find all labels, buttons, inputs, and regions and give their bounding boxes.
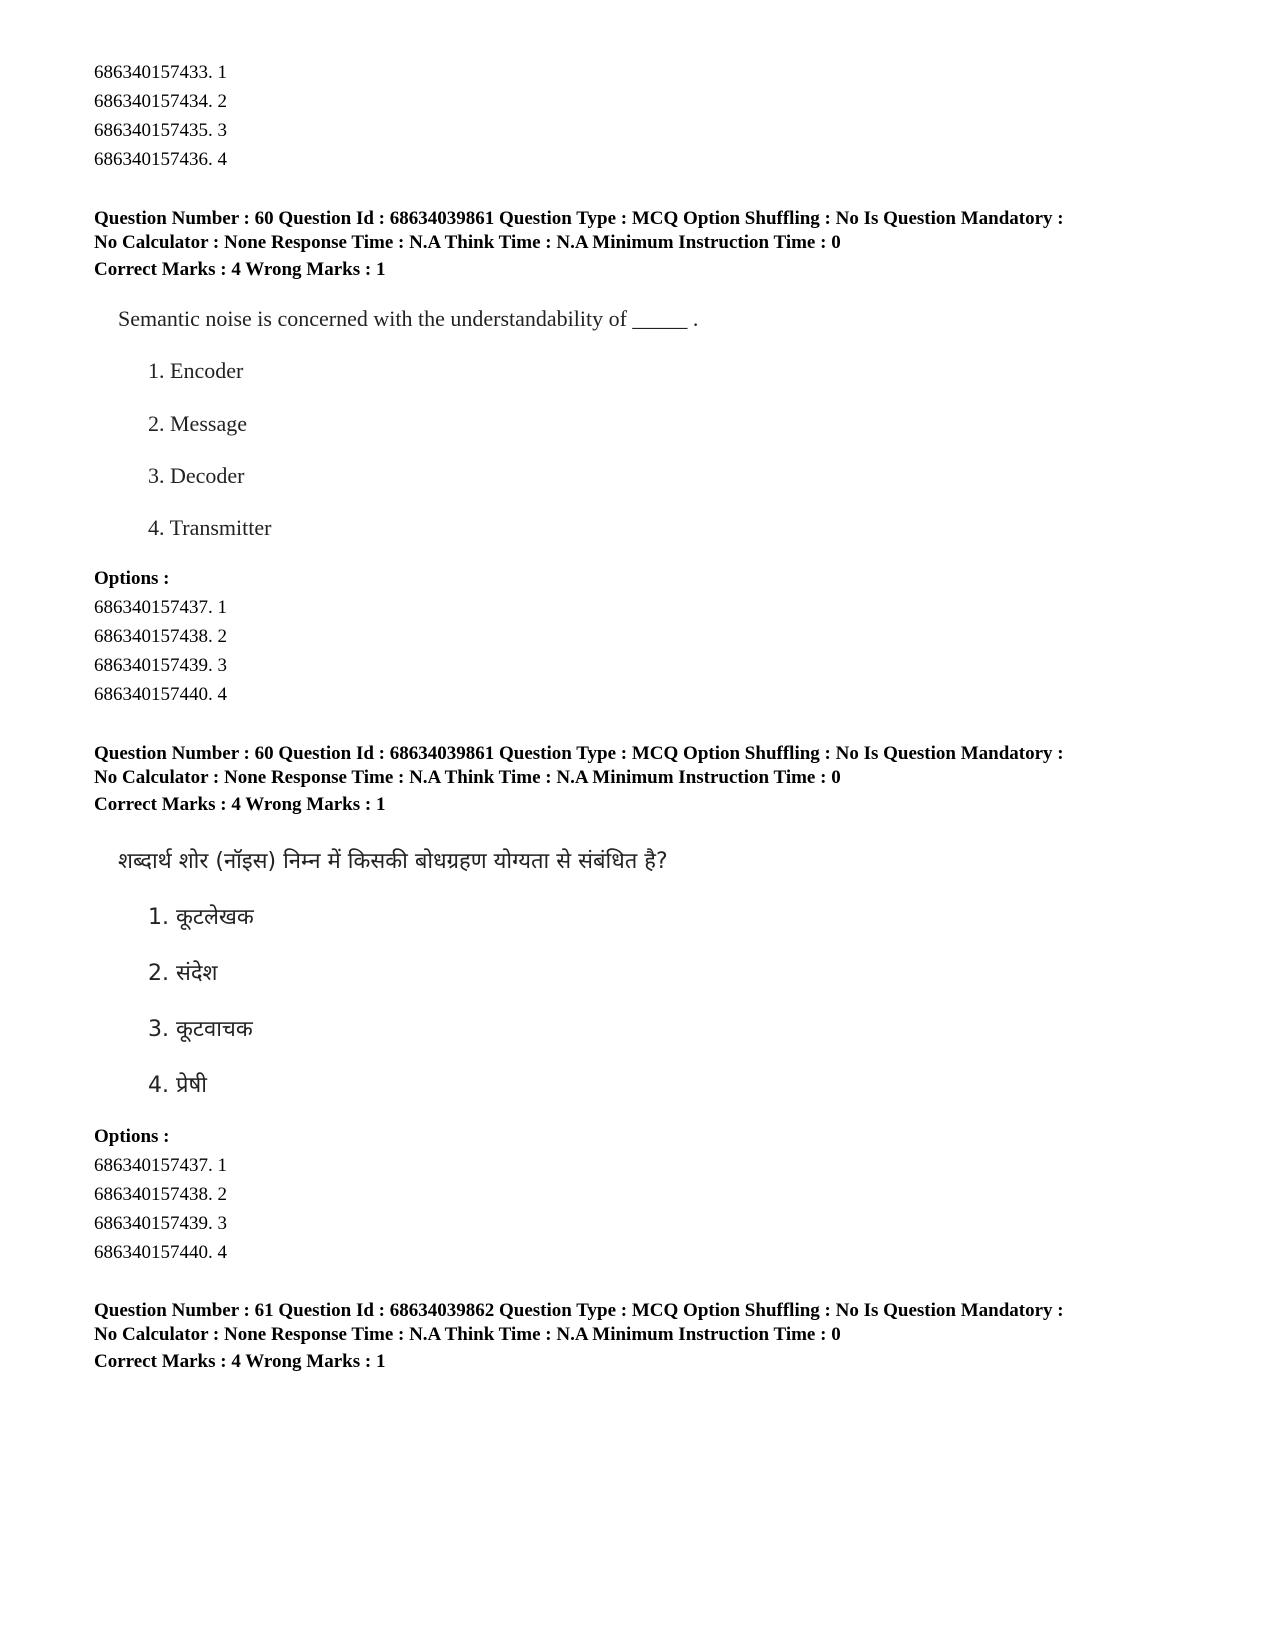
- options-section-60-hi: [94, 1122, 1214, 1267]
- options-section-60-en: [94, 564, 1214, 709]
- choice-item: 3. कूटवाचक: [148, 1017, 253, 1042]
- option-id: 686340157440. 4: [94, 1242, 227, 1263]
- question-text: शब्दार्थ शोर (नॉइस) निम्न में किसकी बोधग्रहण योग्यता से संबंधित है?: [118, 849, 668, 874]
- question-meta-line2: No Calculator : None Response Time : N.A Think Time : N.A Minimum Instruction Time : 0: [94, 767, 841, 788]
- question-body-60-en: [118, 306, 699, 540]
- options-label: Options :: [94, 1126, 170, 1147]
- question-text: Semantic noise is concerned with the understandability of _____ .: [118, 306, 699, 331]
- question-meta-line1: Question Number : 60 Question Id : 68634039861 Question Type : MCQ Option Shuffling : No Is Question Mandatory :: [94, 208, 1064, 229]
- choice-item: 2. Message: [148, 411, 247, 436]
- choice-item: 4. प्रेषी: [148, 1073, 207, 1098]
- question-header-60-en: [94, 207, 1214, 284]
- option-id: 686340157433. 1: [94, 62, 227, 83]
- choice-item: 4. Transmitter: [148, 515, 272, 540]
- option-id: 686340157439. 3: [94, 655, 227, 676]
- option-id: 686340157437. 1: [94, 597, 227, 618]
- option-id: 686340157439. 3: [94, 1213, 227, 1234]
- question-marks: Correct Marks : 4 Wrong Marks : 1: [94, 1351, 386, 1372]
- choice-item: 2. संदेश: [148, 961, 218, 986]
- question-meta-line2: No Calculator : None Response Time : N.A Think Time : N.A Minimum Instruction Time : 0: [94, 1324, 841, 1345]
- option-id: 686340157438. 2: [94, 1184, 227, 1205]
- question-header-60-hi: [94, 742, 1214, 819]
- choice-item: 1. कूटलेखक: [148, 905, 254, 930]
- question-marks: Correct Marks : 4 Wrong Marks : 1: [94, 259, 386, 280]
- question-meta-line1: Question Number : 60 Question Id : 68634039861 Question Type : MCQ Option Shuffling : No Is Question Mandatory :: [94, 743, 1064, 764]
- choice-item: 3. Decoder: [148, 463, 245, 488]
- options-label: Options :: [94, 568, 170, 589]
- option-id: 686340157438. 2: [94, 626, 227, 647]
- question-meta-line2: No Calculator : None Response Time : N.A Think Time : N.A Minimum Instruction Time : 0: [94, 232, 841, 253]
- option-id: 686340157435. 3: [94, 120, 227, 141]
- question-header-61: [94, 1299, 1214, 1376]
- question-marks: Correct Marks : 4 Wrong Marks : 1: [94, 794, 386, 815]
- choice-item: 1. Encoder: [148, 358, 244, 383]
- option-id: 686340157437. 1: [94, 1155, 227, 1176]
- question-meta-line1: Question Number : 61 Question Id : 68634039862 Question Type : MCQ Option Shuffling : No Is Question Mandatory :: [94, 1300, 1064, 1321]
- top-options-list: [94, 58, 1214, 174]
- option-id: 686340157436. 4: [94, 149, 227, 170]
- option-id: 686340157440. 4: [94, 684, 227, 705]
- option-id: 686340157434. 2: [94, 91, 227, 112]
- question-body-60-hi: [118, 845, 668, 1098]
